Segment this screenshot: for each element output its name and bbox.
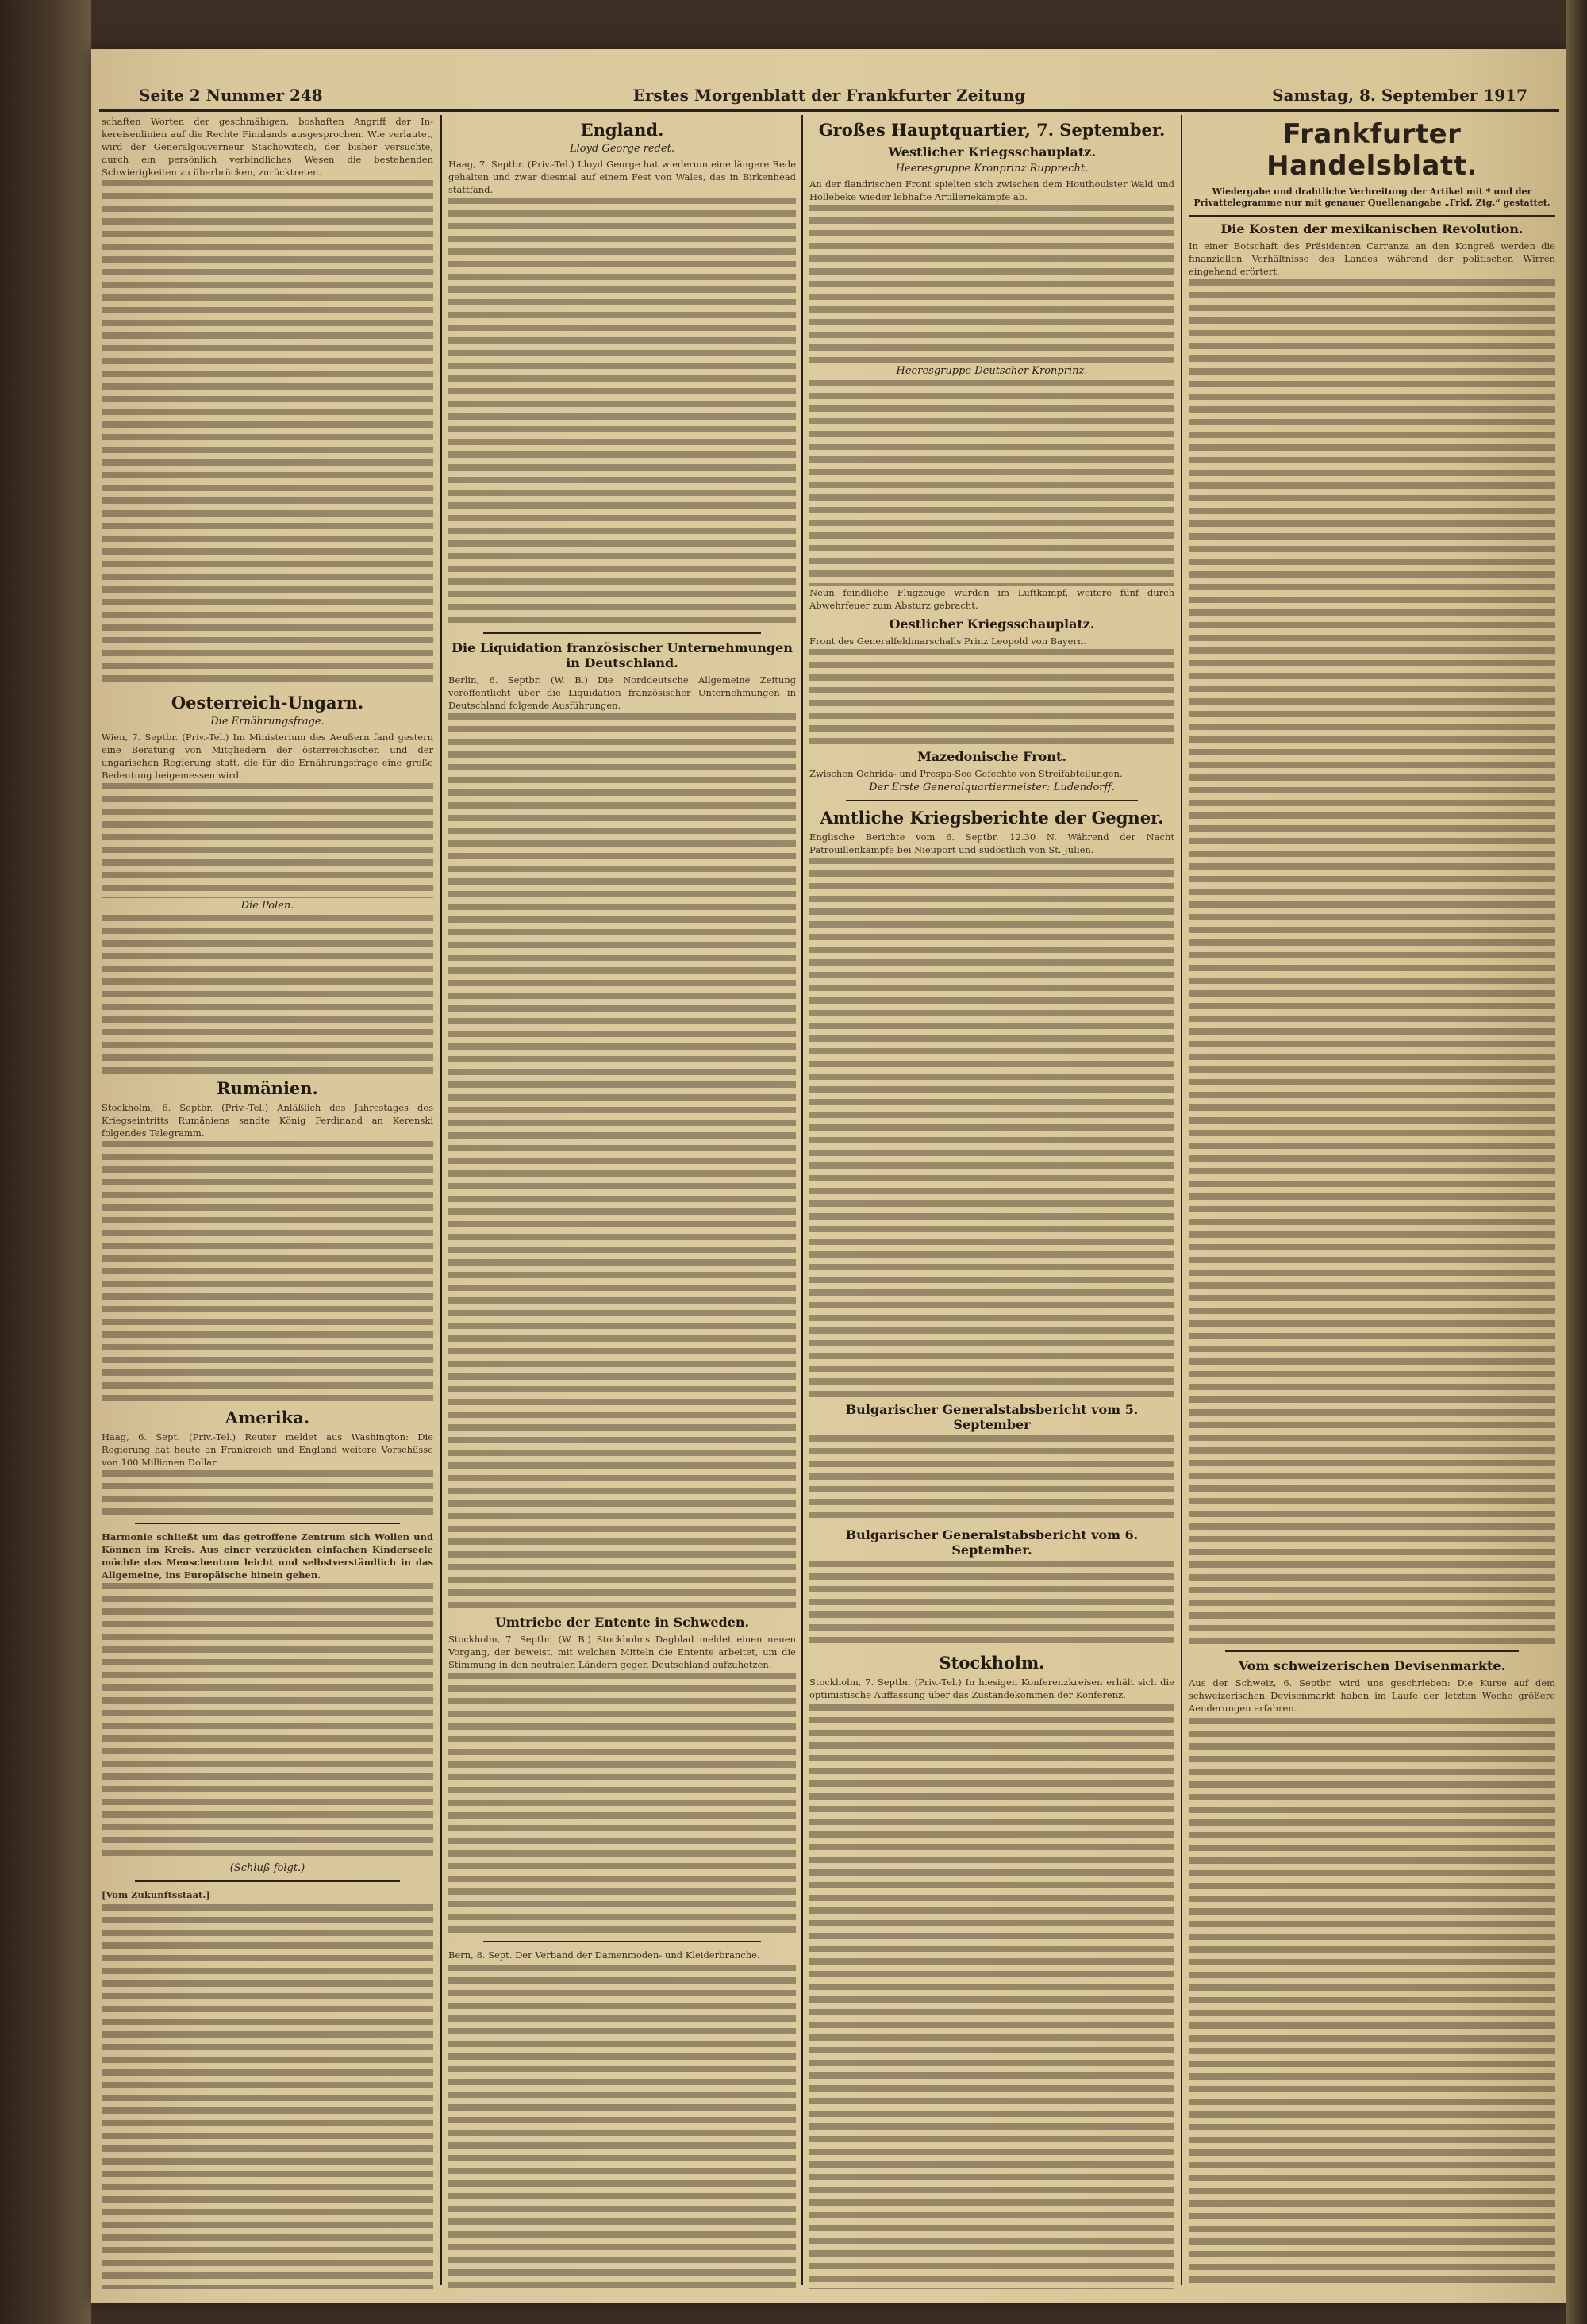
heading-liquidation: Die Liquidation französischer Unternehmungen in Deutschland.: [452, 640, 793, 670]
text-block: [809, 649, 1174, 744]
masthead-rule: [99, 109, 1559, 112]
newspaper-title: Erstes Morgenblatt der Frankfurter Zeitung: [632, 86, 1026, 105]
column-divider: [801, 115, 803, 2285]
article-text: Aus der Schweiz, 6. Septbr. wird uns geschrieben: Die Kurse auf dem schweizerischen Devisenmarkt haben im Laufe der letzten Woche größere Aenderungen erfahren.: [1189, 1677, 1555, 1714]
article-text: In einer Botschaft des Präsidenten Carranza an den Kongreß werden die finanziellen Verhältnisse des Landes während der politischen Wirren eingehend erörtert.: [1189, 240, 1555, 277]
text-block: [102, 915, 433, 1074]
article-text: Haag, 7. Septbr. (Priv.-Tel.) Lloyd George hat wiederum eine längere Rede gehalten und zwar diesmal auf einem Fest von Wales, das in Birkenhead stattfand.: [448, 159, 796, 195]
heading-macedonian-front: Mazedonische Front.: [917, 749, 1066, 764]
section-rule: [135, 1523, 400, 1524]
heading-western-front: Westlicher Kriegsschauplatz.: [888, 144, 1096, 159]
subheading: Lloyd George redet.: [570, 143, 674, 155]
article-text: Wien, 7. Septbr. (Priv.-Tel.) Im Ministerium des Aeußern fand gestern eine Beratung von Mitgliedern der österreichischen und der ungarischen Regierung statt, die für die Ernährungsfrage eine große Bedeutung beigemessen wird.: [102, 732, 433, 781]
heading-headquarters: Großes Hauptquartier, 7. September.: [818, 120, 1166, 140]
text-block: [1189, 1718, 1555, 2289]
text-block: [809, 1704, 1174, 2289]
heading-america: Amerika.: [225, 1408, 310, 1427]
heading-enemy-reports: Amtliche Kriegsberichte der Gegner.: [820, 808, 1164, 828]
feuilleton-text: Harmonie schließt um das getroffene Zentrum sich Wollen und Können im Kreis. Aus einer verzückten einfachen Kinderseele möchte das Menschentum leicht und selbstverständlich in das Allgemeine, ins Europäische hinein gehen.: [102, 1531, 433, 1581]
subheading: Heeresgruppe Kronprinz Rupprecht.: [895, 163, 1089, 175]
commerce-masthead: [1189, 118, 1555, 209]
book-spine: [0, 0, 91, 2324]
column-divider: [1181, 115, 1182, 2285]
article-text: [Vom Zukunftsstaat.]: [102, 1889, 210, 1900]
column-commerce: [1189, 115, 1555, 2289]
heading-swiss-exchange: Vom schweizerischen Devisenmarkte.: [1238, 1658, 1506, 1673]
issue-date: Samstag, 8. September 1917: [1272, 86, 1527, 105]
text-block: [448, 1673, 796, 1934]
article-text: Haag, 6. Sept. (Priv.-Tel.) Reuter meldet aus Washington: Die Regierung hat heute an Frankreich und England weitere Vorschüsse von 100 Millionen Dollar.: [102, 1431, 433, 1468]
article-text: Berlin, 6. Septbr. (W. B.) Die Norddeutsche Allgemeine Zeitung veröffentlicht über die Liquidation französischer Unternehmungen in Deutschland folgende Ausführungen.: [448, 674, 796, 711]
section-rule: [846, 800, 1138, 801]
subheading: Die Ernährungsfrage.: [210, 716, 325, 728]
heading-bulgarian-report: Bulgarischer Generalstabsbericht vom 5. September: [845, 1402, 1139, 1432]
article-text: Stockholm, 6. Septbr. (Priv.-Tel.) Anläßlich des Jahrestages des Kriegseintritts Rumäniens sandte König Ferdinand an Kerenski folgendes Telegramm.: [102, 1102, 433, 1139]
heading-stockholm: Stockholm.: [939, 1653, 1045, 1673]
heading-england: England.: [580, 120, 664, 140]
article-text: schaften Worten der geschmähigen, boshaften Angriff der In-kereisenlinien auf die Rechte Finnlands ausgesprochen. Wie verlautet, wird der Generalgouverneur Stachowitsch, der bisher versuchte, durch ein persönlich verbindliches Wesen die bestehenden Schwierigkeiten zu überbrücken, zurücktreten.: [102, 116, 433, 178]
heading-austria: Oesterreich-Ungarn.: [171, 693, 364, 713]
text-block: [102, 1904, 433, 2289]
masthead: [99, 86, 1559, 109]
page-number: Seite 2 Nummer 248: [139, 86, 323, 105]
text-block: [102, 1141, 433, 1403]
text-block: [809, 1561, 1174, 1648]
text-block: [102, 1470, 433, 1516]
subheading: Die Polen.: [240, 900, 294, 912]
text-block: [448, 1965, 796, 2289]
text-block: [809, 1435, 1174, 1523]
article-text: Zwischen Ochrida- und Prespa-See Gefechte von Streifabteilungen.: [809, 768, 1123, 779]
section-rule: [1189, 215, 1555, 217]
heading-mexican-revolution: Die Kosten der mexikanischen Revolution.: [1220, 221, 1524, 236]
text-block: [809, 858, 1174, 1397]
article-text: Stockholm, 7. Septbr. (W. B.) Stockholms Dagblad meldet einen neuen Vorgang, der beweist, mit welchen Mitteln die Entente arbeitet, um die Stimmung in den neutralen Ländern gegen Deutschland aufzuhetzen.: [448, 1634, 796, 1670]
page-edge: [1566, 0, 1587, 2324]
article-text: Bern, 8. Sept. Der Verband der Damenmoden- und Kleiderbranche.: [448, 1949, 760, 1961]
text-block: [809, 380, 1174, 586]
text-block: [102, 783, 433, 898]
text-block: [448, 198, 796, 626]
article-text: An der flandrischen Front spielten sich zwischen dem Houthoulster Wald und Hollebeke wieder lebhafte Artilleriekämpfe ab.: [809, 179, 1174, 202]
column-divider: [440, 115, 442, 2285]
section-notice: Wiedergabe und drahtliche Verbreitung der Artikel mit * und der Privattelegramme nur mit genauer Quellenangabe „Frkf. Ztg.“ gestattet.: [1193, 186, 1550, 208]
text-block: [1189, 279, 1555, 1644]
article-text: Stockholm, 7. Septbr. (Priv.-Tel.) In hiesigen Konferenzkreisen erhält sich die optimistische Auffassung über das Zustandekommen der Konferenz.: [809, 1677, 1174, 1700]
text-block: [102, 180, 433, 688]
heading-bulgarian-report: Bulgarischer Generalstabsbericht vom 6. September.: [845, 1527, 1139, 1558]
to-be-continued: (Schluß folgt.): [229, 1862, 305, 1874]
section-rule: [135, 1880, 400, 1882]
subheading: Heeresgruppe Deutscher Kronprinz.: [896, 365, 1088, 377]
article-text: Englische Berichte vom 6. Septbr. 12.30 N. Während der Nacht Patrouillenkämpfe bei Nieuport und südöstlich von St. Julien.: [809, 832, 1174, 855]
heading-eastern-front: Oestlicher Kriegsschauplatz.: [889, 617, 1095, 632]
signature: Der Erste Generalquartiermeister: Ludendorff.: [869, 782, 1115, 793]
column-war-reports: [809, 115, 1174, 2289]
section-rule: [1225, 1650, 1519, 1652]
section-rule: [483, 1941, 761, 1942]
text-block: [102, 1583, 433, 1861]
article-text: Neun feindliche Flugzeuge wurden im Luftkampf, weitere fünf durch Abwehrfeuer zum Absturz gebracht.: [809, 587, 1174, 611]
text-block: [448, 713, 796, 1610]
column-politics: [102, 115, 433, 2289]
article-text: Front des Generalfeldmarschalls Prinz Leopold von Bayern.: [809, 636, 1086, 647]
text-block: [809, 205, 1174, 363]
section-title: Frankfurter Handelsblatt.: [1266, 118, 1477, 182]
section-rule: [483, 632, 761, 634]
heading-entente-sweden: Umtriebe der Entente in Schweden.: [494, 1615, 750, 1630]
column-foreign: [448, 115, 796, 2289]
heading-romania: Rumänien.: [217, 1078, 318, 1098]
